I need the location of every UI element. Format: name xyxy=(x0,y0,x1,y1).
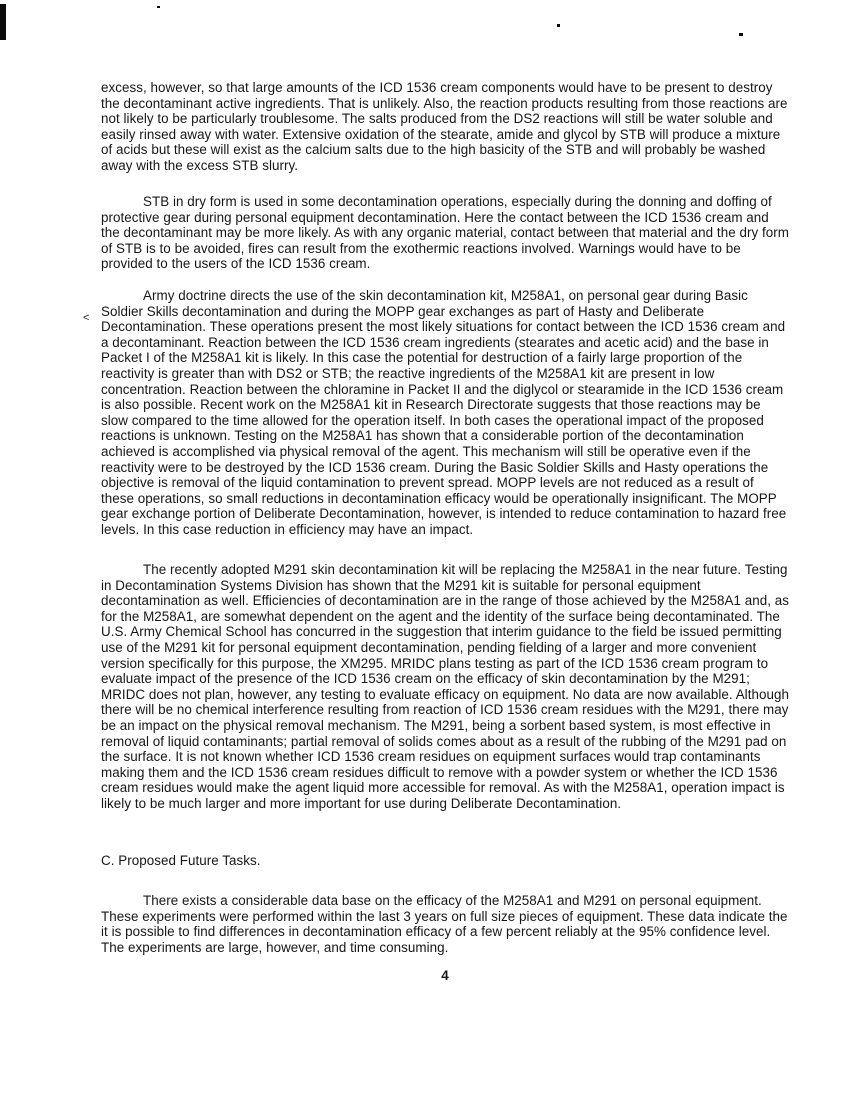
paragraph-m291-kit: The recently adopted M291 skin decontamination kit will be replacing the M258A1 in the near future. Testing in Decontamination Systems Division has shown that the M291 kit is suitable for personal equipment decontamination as well. Efficiencies of decontamination are in the range of those achieved by the M258A1 and, as for the M258A1, are somewhat dependent on the agent and the identity of the surface being decontaminated. The U.S. Army Chemical School has concurred in the suggestion that interim guidance to the field be issued permitting use of the M291 kit for personal equipment decontamination, pending fielding of a larger and more convenient version specifically for this purpose, the XM295. MRIDC plans testing as part of the ICD 1536 cream program to evaluate impact of the presence of the ICD 1536 cream on the efficacy of skin decontamination by the M291; MRIDC does not plan, however, any testing to evaluate efficacy on equipment. No data are now available. Although there will be no chemical interference resulting from reaction of ICD 1536 cream residues with the M291, there may be an impact on the physical removal mechanism. The M291, being a sorbent based system, is most effective in removal of liquid contaminants; partial removal of solids comes about as a result of the rubbing of the M291 pad on the surface. It is not known whether ICD 1536 cream residues on equipment surfaces would trap contaminants making them and the ICD 1536 cream residues difficult to remove with a powder system or whether the ICD 1536 cream residues would make the agent liquid more accessible for removal. As with the M258A1, operation impact is likely to be much larger and more important for use during Deliberate Decontamination. xyxy=(101,562,790,811)
scan-artifact-bar xyxy=(0,4,6,40)
margin-stray-mark: < xyxy=(83,312,90,324)
paragraph-continuation: excess, however, so that large amounts of the ICD 1536 cream components would have to be present to destroy the decontaminant active ingredients. That is unlikely. Also, the reaction products resulting from those reactions are not likely to be particularly troublesome. The salts produced from the DS2 reactions will still be water soluble and easily rinsed away with water. Extensive oxidation of the stearate, amide and glycol by STB will produce a mixture of acids but these will exist as the calcium salts due to the high basicity of the STB and will probably be washed away with the excess STB slurry. xyxy=(101,80,788,173)
scan-artifact-speck xyxy=(157,6,160,8)
paragraph-future-tasks: There exists a considerable data base on the efficacy of the M258A1 and M291 on personal equipment. These experiments were performed within the last 3 years on full size pieces of equipment. These data indicate the it is possible to find differences in decontamination efficacy of a few percent reliably at the 95% confidence level. The experiments are large, however, and time consuming. xyxy=(101,893,788,955)
paragraph-stb-dry-form: STB in dry form is used in some decontamination operations, especially during the donning and doffing of protective gear during personal equipment decontamination. Here the contact between the ICD 1536 cream and the decontaminant may be more likely. As with any organic material, contact between that material and the dry form of STB is to be avoided, fires can result from the exothermic reactions involved. Warnings would have to be provided to the users of the ICD 1536 cream. xyxy=(101,194,789,272)
paragraph-army-doctrine: Army doctrine directs the use of the skin decontamination kit, M258A1, on personal gear during Basic Soldier Skills decontamination and during the MOPP gear exchanges as part of Hasty and Deliberate Decontamination. These operations present the most likely situations for contact between the ICD 1536 cream and a decontaminant. Reaction between the ICD 1536 cream ingredients (stearates and acetic acid) and the base in Packet I of the M258A1 kit is likely. In this case the potential for destruction of a fairly large proportion of the reactivity is greater than with DS2 or STB; the reactive ingredients of the M258A1 kit are present in low concentration. Reaction between the chloramine in Packet II and the diglycol or stearamide in the ICD 1536 cream is also possible. Recent work on the M258A1 kit in Research Directorate suggests that those reactions may be slow compared to the time allowed for the operation itself. In both cases the operational impact of the proposed reactions is unknown. Testing on the M258A1 has shown that a considerable portion of the decontamination achieved is accomplished via physical removal of the agent. This mechanism will still be operative even if the reactivity were to be destroyed by the ICD 1536 cream. During the Basic Soldier Skills and Hasty operations the objective is removal of the liquid contamination to prevent spread. MOPP levels are not reduced as a result of these operations, so small reductions in decontamination efficacy would be operationally insignificant. The MOPP gear exchange portion of Deliberate Decontamination, however, is intended to reduce contamination to hazard free levels. In this case reduction in efficiency may have an impact. xyxy=(101,288,787,537)
page-number: 4 xyxy=(441,968,449,983)
section-heading: C. Proposed Future Tasks. xyxy=(101,853,261,868)
scan-artifact-speck xyxy=(557,24,560,27)
scan-artifact-speck xyxy=(739,33,743,36)
